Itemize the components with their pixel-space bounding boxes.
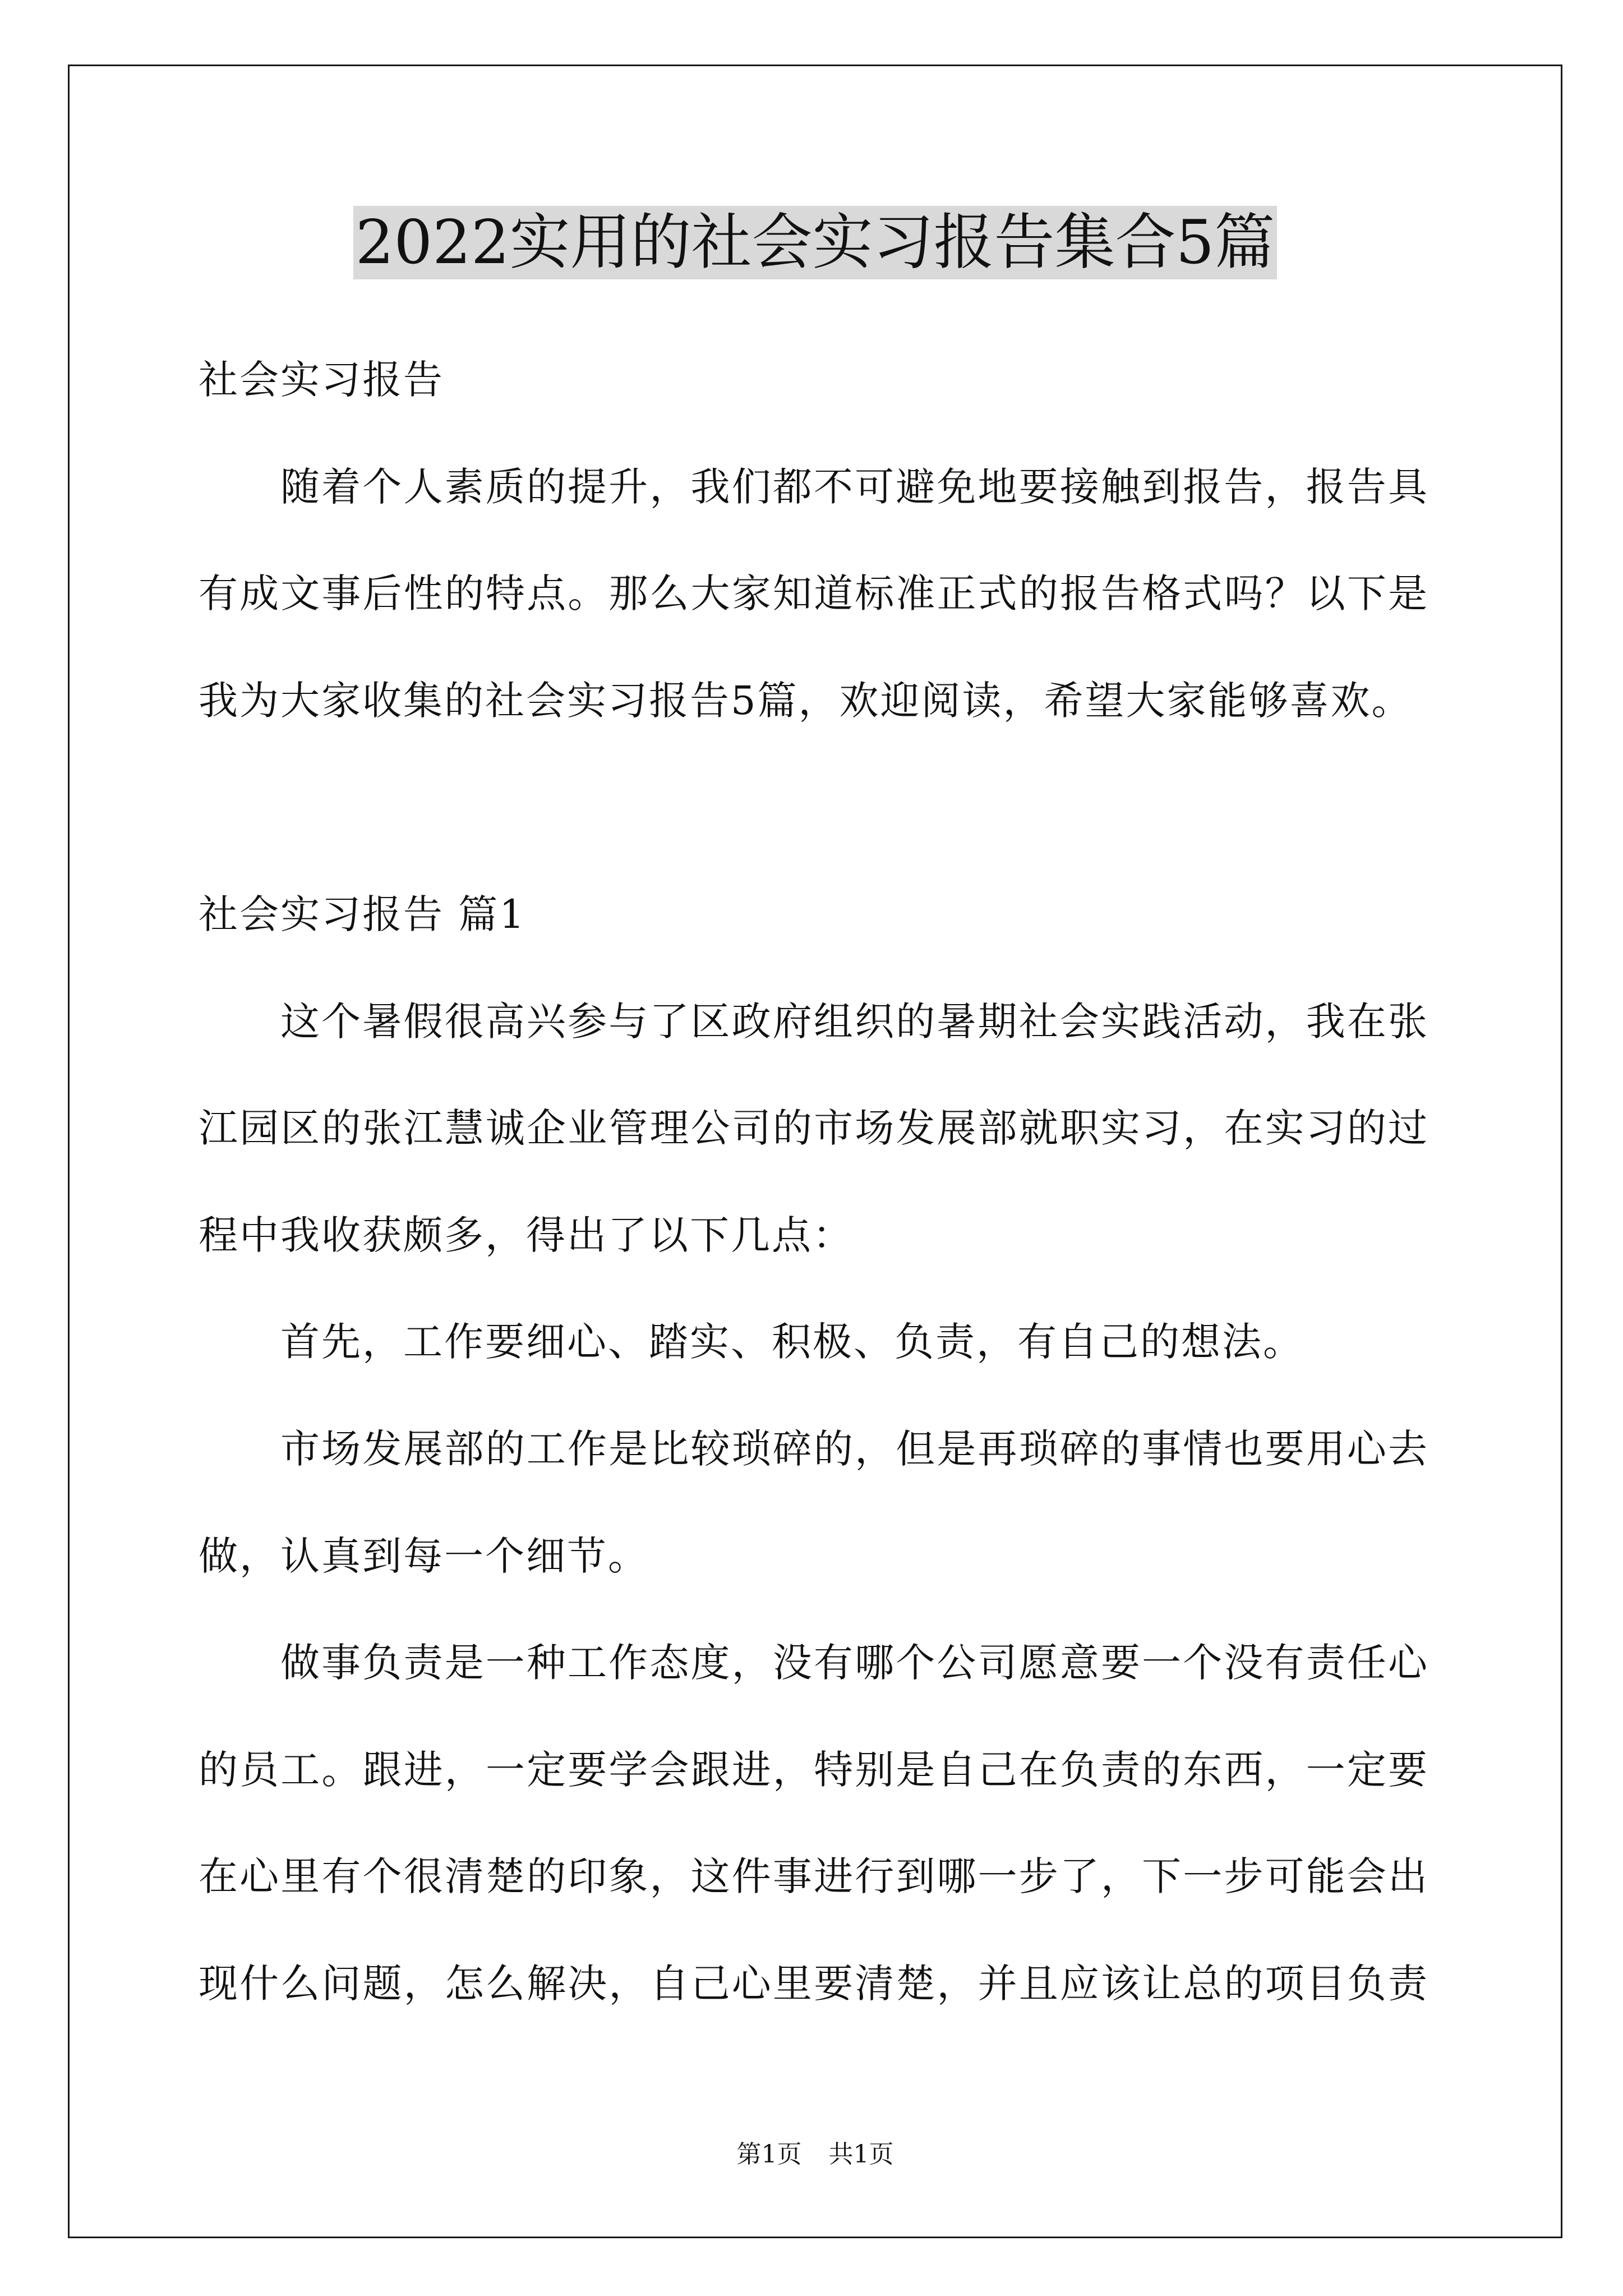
paragraph-line: 做事负责是一种工作态度，没有哪个公司愿意要一个没有责任心	[280, 1640, 1429, 1686]
title-block	[68, 206, 1562, 279]
paragraph-line: 的员工。跟进，一定要学会跟进，特别是自己在负责的东西，一定要	[199, 1746, 1429, 1793]
paragraph-line: 市场发展部的工作是比较琐碎的，但是再琐碎的事情也要用心去	[280, 1425, 1429, 1472]
intro-paragraph	[199, 434, 1429, 754]
paragraph-line: 有成文事后性的特点。那么大家知道标准正式的报告格式吗？以下是	[199, 570, 1429, 617]
paragraph-line: 在心里有个很清楚的印象，这件事进行到哪一步了，下一步可能会出	[199, 1853, 1429, 1900]
paragraph-line: 做，认真到每一个细节。	[199, 1533, 649, 1579]
page-footer: 第1页 共1页	[736, 2140, 894, 2169]
intro-heading: 社会实习报告	[199, 357, 444, 403]
paragraph-line: 我为大家收集的社会实习报告5篇，欢迎阅读，希望大家能够喜欢。	[199, 677, 1413, 724]
paragraph-line: 首先，工作要细心、踏实、积极、负责，有自己的想法。	[280, 1319, 1304, 1365]
article-paragraph-4	[199, 1609, 1429, 2037]
article-paragraph-1	[199, 968, 1429, 1289]
paragraph-line: 现什么问题，怎么解决，自己心里要清楚，并且应该让总的项目负责	[199, 1960, 1429, 2007]
article-paragraph-3	[199, 1396, 1429, 1609]
document-title: 2022实用的社会实习报告集合5篇	[353, 206, 1278, 279]
paragraph-line: 这个暑假很高兴参与了区政府组织的暑期社会实践活动，我在张	[280, 998, 1429, 1045]
paragraph-line: 程中我收获颇多，得出了以下几点：	[199, 1212, 854, 1258]
paragraph-line: 随着个人素质的提升，我们都不可避免地要接触到报告，报告具	[280, 463, 1429, 510]
document-body	[199, 326, 1429, 2037]
article-heading: 社会实习报告 篇1	[199, 891, 526, 937]
article-paragraph-2	[199, 1289, 1429, 1396]
blank-line	[199, 754, 1429, 861]
paragraph-line: 江园区的张江慧诚企业管理公司的市场发展部就职实习，在实习的过	[199, 1105, 1429, 1152]
